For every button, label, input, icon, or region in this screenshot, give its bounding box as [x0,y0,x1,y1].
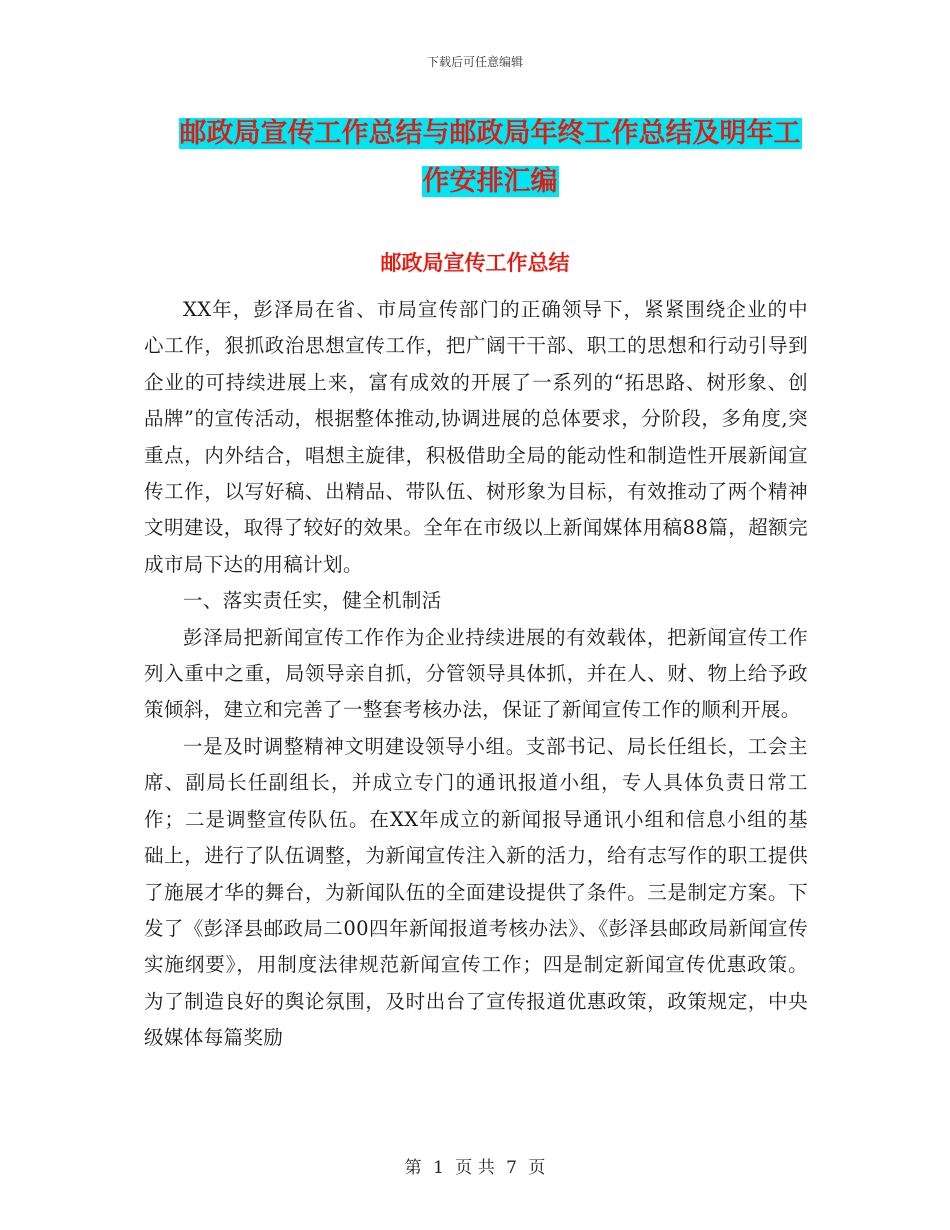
paragraph-intro: XX年，彭泽局在省、市局宣传部门的正确领导下，紧紧围绕企业的中心工作，狠抓政治思想宣传工作，把广阔干干部、职工的思想和行动引导到企业的可持续进展上来，富有成效的开展了一系列的“拓思路、树形象、创品牌”的宣传活动，根据整体推动,协调进展的总体要求，分阶段，多角度,突重点，内外结合，唱想主旋律，积极借助全局的能动性和制造性开展新闻宣传工作，以写好稿、出精品、带队伍、树形象为目标，有效推动了两个精神文明建设，取得了较好的效果。全年在市级以上新闻媒体用稿88篇，超额完成市局下达的用稿计划。 [144,298,808,576]
header-note: 下载后可任意编辑 [426,55,523,69]
footer-suffix: 页 [528,1158,546,1178]
document-title-line1: 邮政局宣传工作总结与邮政局年终工作总结及明年工 [179,118,801,149]
footer-prefix: 第 [404,1158,422,1178]
paragraph-responsibility: 彭泽局把新闻宣传工作作为企业持续进展的有效载体，把新闻宣传工作列入重中之重，局领导亲自抓，分管领导具体抓，并在人、财、物上给予政策倾斜，建立和完善了一整套考核办法，保证了新闻宣传工作的顺利开展。 [144,625,808,722]
footer-page-number: 1 [433,1158,444,1178]
document-title-line2: 作安排汇编 [422,166,558,197]
paragraph-heading-1: 一、落实责任实，健全机制活 [183,589,442,613]
paragraph-measures: 一是及时调整精神文明建设领导小组。支部书记、局长任组长，工会主席、副局长任副组长，并成立专门的通讯报道小组，专人具体负责日常工作；二是调整宣传队伍。在XX年成立的新闻报导通讯小组和信息小组的基础上，进行了队伍调整，为新闻宣传注入新的活力，给有志写作的职工提供了施展才华的舞台，为新闻队伍的全面建设提供了条件。三是制定方案。下发了《彭泽县邮政局二00四年新闻报道考核办法》、《彭泽县邮政局新闻宣传实施纲要》，用制度法律规范新闻宣传工作；四是制定新闻宣传优惠政策。为了制造良好的舆论氛围，及时出台了宣传报道优惠政策，政策规定，中央级媒体每篇奖励 [144,734,808,1050]
section-title: 邮政局宣传工作总结 [380,251,570,275]
footer-middle: 页 共 [455,1158,495,1178]
footer-total-pages: 7 [506,1158,517,1178]
document-title [160,110,820,206]
document-body [144,292,808,1057]
page-footer [0,1153,950,1178]
